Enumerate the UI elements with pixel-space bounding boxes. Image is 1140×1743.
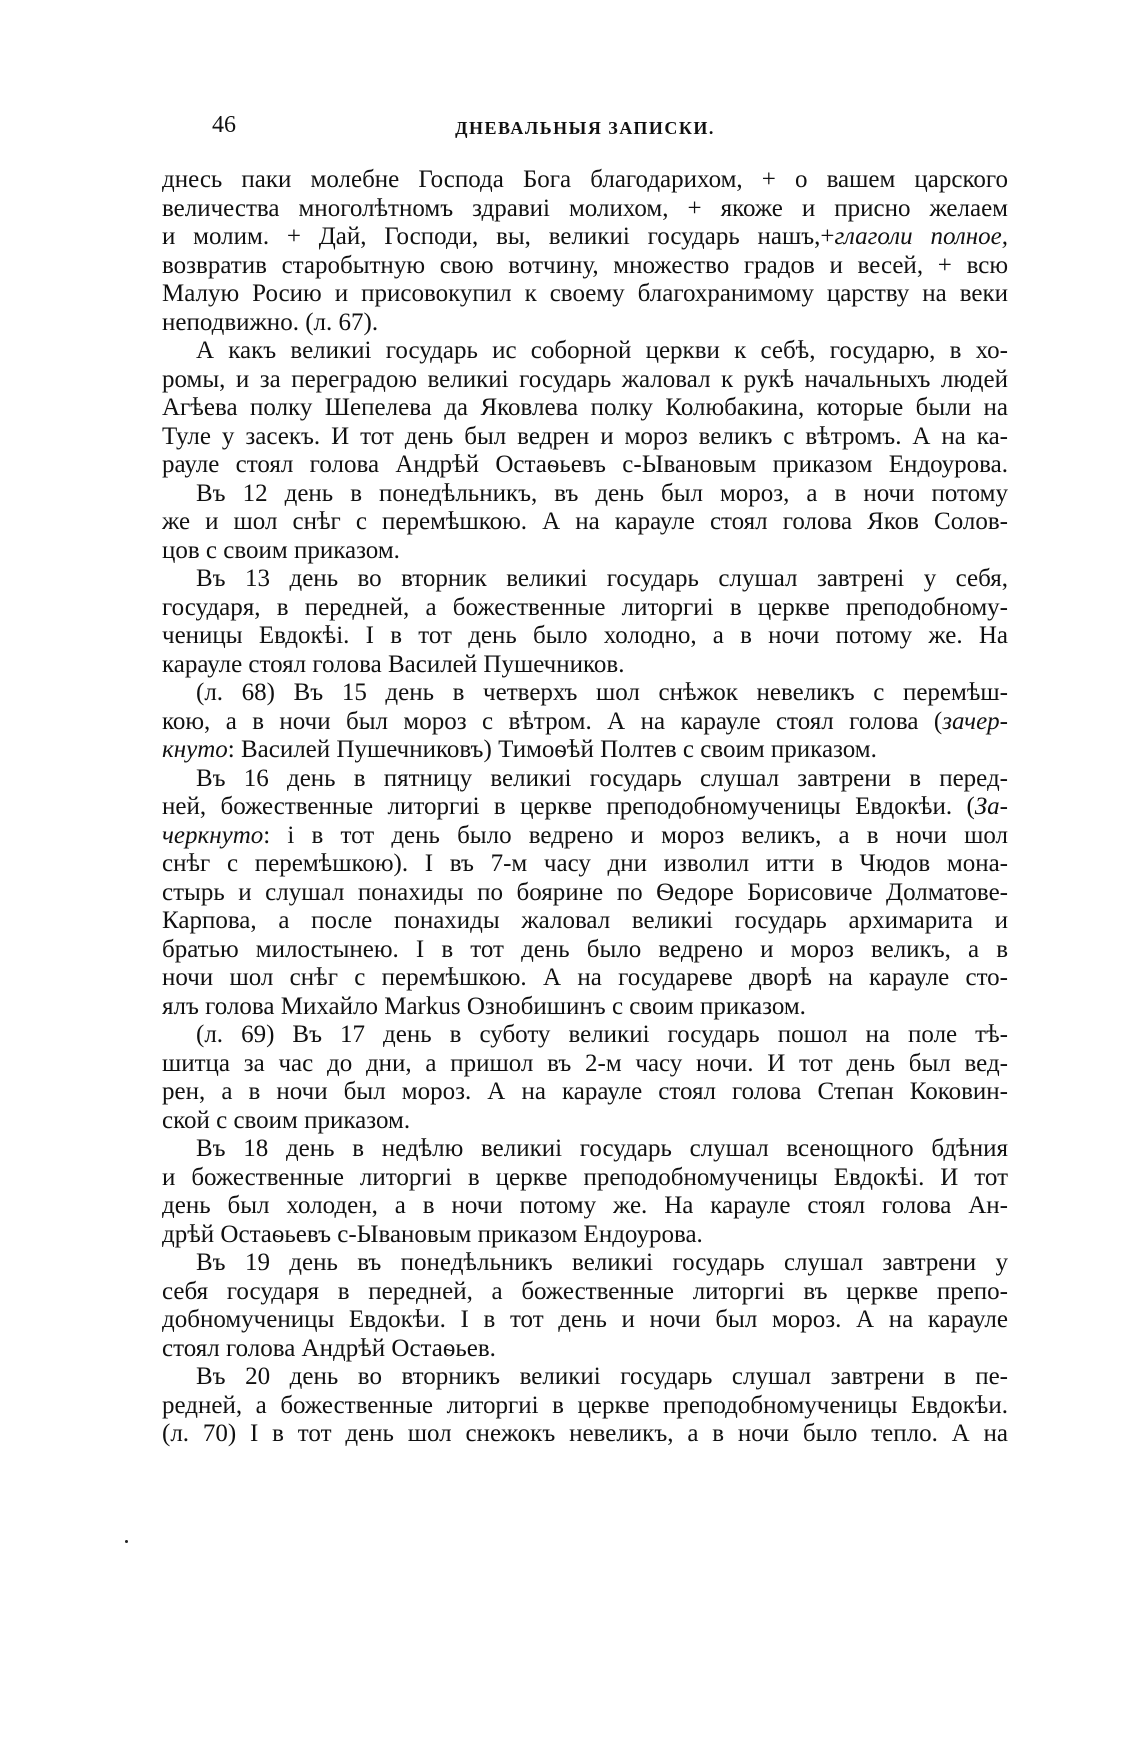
text-line: братью милостынею. І в тот день было ведрено и мороз великъ, а в [162,935,1008,963]
text-line: ромы, и за переградою великиі государь жаловал к рукѣ начальныхъ людей [162,365,1008,393]
text-line: Туле у засекъ. И тот день был ведрен и мороз великъ с вѣтромъ. А на ка- [162,422,1008,450]
text-line: день был холоден, а в ночи потому же. На карауле стоял голова Ан- [162,1192,1008,1219]
italic-note: зачер- [942,707,1008,735]
text-line: государя, в передней, а божественные литоргиі в церкве преподобному- [162,593,1008,621]
text-line: добномученицы Евдокѣи. І в тот день и ночи был мороз. А на карауле [162,1306,1008,1333]
text-line: стоял голова Андрѣй Остаѳьев. [162,1334,496,1362]
text-line: Малую Росию и присовокупил к своему благохранимому царству на веки [162,280,1008,307]
text-line [162,736,1008,765]
text-line: возвратив старобытную свою вотчину, множество градов и весей, + всю [162,251,1008,279]
text-line [162,765,1008,794]
text-line: рен, а в ночи был мороз. А на карауле стоял голова Степан Коковин- [162,1078,1008,1105]
text-line: себя государя в передней, а божественные литоргиі въ церкве препо- [162,1277,1008,1305]
page-number: 46 [212,112,236,138]
text-line: ночи шол снѣг с перемѣшкою. А на государеве дворѣ на карауле сто- [162,964,1008,991]
text-segment: Въ 16 день в пятницу великиі государь слушал завтрени в перед- [196,764,1008,792]
text-line: днесь паки молебне Господа Бога благодарихом, + о вашем царского [162,166,1008,193]
text-line: Въ 20 день во вторникъ великиі государь слушал завтрени в пе- [196,1363,1008,1390]
text-line [162,708,1008,737]
text-line: Въ 13 день во вторник великиі государь слушал завтрені у себя, [196,565,1008,592]
text-line: (л. 69) Въ 17 день в суботу великиі государь пошол на поле тѣ- [196,1021,1008,1048]
text-line: дрѣй Остаѳьевъ с-Ывановым приказом Ендоурова. [162,1220,703,1248]
text-line: стырь и слушал понахиды по боярине по Ѳедоре Борисовиче Долматове- [162,878,1008,906]
text-line: цов с своим приказом. [162,536,400,564]
text-line: рауле стоял голова Андрѣй Остаѳьевъ с-Ывановым приказом Ендоурова. [162,451,1008,478]
text-line: ской с своим приказом. [162,1106,411,1134]
text-segment: и молим. + Дай, Господи, вы, великиі государь нашъ,+ [162,223,835,250]
text-line [162,822,1008,851]
stray-mark [125,1540,128,1543]
text-line: карауле стоял голова Василей Пушечников. [162,650,625,678]
text-segment: кою, а в ночи был мороз с вѣтром. А на карауле стоял голова ( [162,707,943,735]
text-line: величества многолѣтномъ здравиі молихом, + якоже и присно желаем [162,194,1008,222]
text-segment: : і в тот день было ведрено и мороз великъ, а в ночи шол [263,821,1008,849]
text-line: редней, а божественные литоргиі в церкве преподобномученицы Евдокѣи. [162,1391,1008,1419]
italic-note: За- [974,793,1008,820]
text-line: Въ 18 день в недѣлю великиі государь слушал всенощного бдѣния [196,1135,1008,1162]
text-line: (л. 68) Въ 15 день в четверхъ шол снѣжок невеликъ с перемѣш- [196,679,1008,706]
text-line: же и шол снѣг с перемѣшкою. А на карауле стоял голова Яков Солов- [162,508,1008,535]
text-line: и божественные литоргиі в церкве преподобномученицы Евдокѣі. И тот [162,1163,1008,1191]
text-line: ялъ голова Михайло Markus Ознобишинъ с своим приказом. [162,992,806,1020]
text-line: Въ 19 день въ понедѣльникъ великиі государь слушал завтрени у [196,1249,1008,1276]
italic-note: черкнуто [162,821,264,849]
italic-note: кнуто [162,736,228,763]
italic-note: глаголи полное, [834,223,1008,250]
text-line: (л. 70) І в тот день шол снежокъ невеликъ, а в ночи было тепло. А на [162,1420,1008,1447]
text-line: Въ 12 день в понедѣльникъ, въ день был мороз, а в ночи потому [196,479,1008,507]
text-segment: : Василей Пушечниковъ) Тимоѳѣй Полтев с своим приказом. [227,736,877,763]
text-line: Карпова, а после понахиды жаловал великиі государь архимарита и [162,907,1008,934]
text-line: снѣг с перемѣшкою). І въ 7-м часу дни изволил итти в Чюдов мона- [162,850,1008,877]
page-header [162,112,1008,148]
text-line: Агѣева полку Шепелева да Яковлева полку Колюбакина, которые были на [162,394,1008,421]
text-line [162,793,1008,822]
running-title: ДНЕВАЛЬНЫЯ ЗАПИСКИ. [455,118,715,138]
text-segment: ней, божественные литоргиі в церкве преподобномученицы Евдокѣи. ( [162,793,975,820]
text-line [162,223,1008,252]
body-text [162,166,1008,1449]
text-line: ченицы Евдокѣі. І в тот день было холодно, а в ночи потому же. На [162,622,1008,649]
text-line: шитца за час до дни, а пришол въ 2-м часу ночи. И тот день был вед- [162,1049,1008,1077]
text-line: А какъ великиі государь ис соборной церкви к себѣ, государю, в хо- [196,337,1008,364]
text-line: неподвижно. (л. 67). [162,308,379,336]
